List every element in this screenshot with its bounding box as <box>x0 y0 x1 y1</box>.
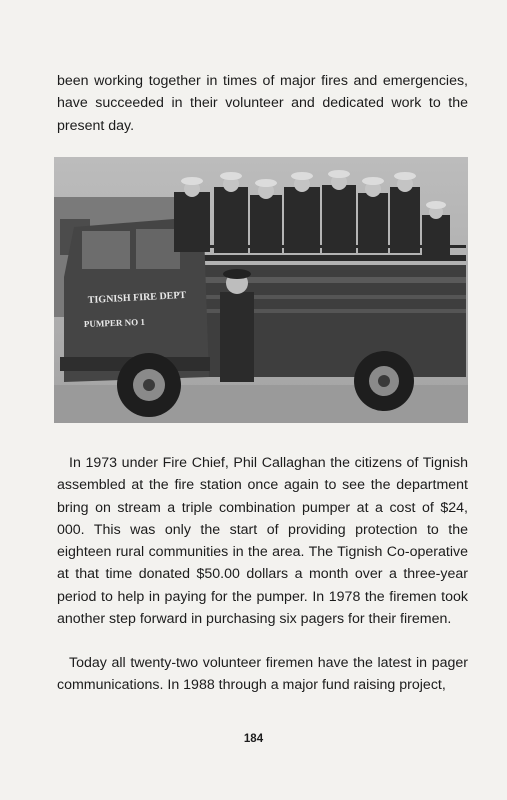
truck-door-text-1: TIGNISH FIRE DEPT <box>87 289 187 306</box>
body-paragraph: In 1973 under Fire Chief, Phil Callaghan the citizens of Tignish assembled at the fire station once again to see the department bring on stream a triple combination pumper at a cost of $24, 000. This was only the start of providing protection to the eighteen rural communities in the area. The Tignish Co-operative at that time donated $50.00 dollars a month over a three-year period to help in paying for the pumper. In 1978 the firemen took another step forward in purchasing six pagers for their firemen. <box>57 455 468 628</box>
truck-door-text-2: PUMPER NO 1 <box>83 316 146 329</box>
page-number: 184 <box>243 733 264 745</box>
body-paragraph: Today all twenty-two volunteer firemen have the latest in pager communications. In 1988 through a major fund raising project, <box>57 655 468 694</box>
body-paragraph: been working together in times of major fires and emergencies, have succeeded in their volunteer and dedicated work to the present day. <box>57 73 468 134</box>
fire-truck-photo <box>54 157 468 423</box>
